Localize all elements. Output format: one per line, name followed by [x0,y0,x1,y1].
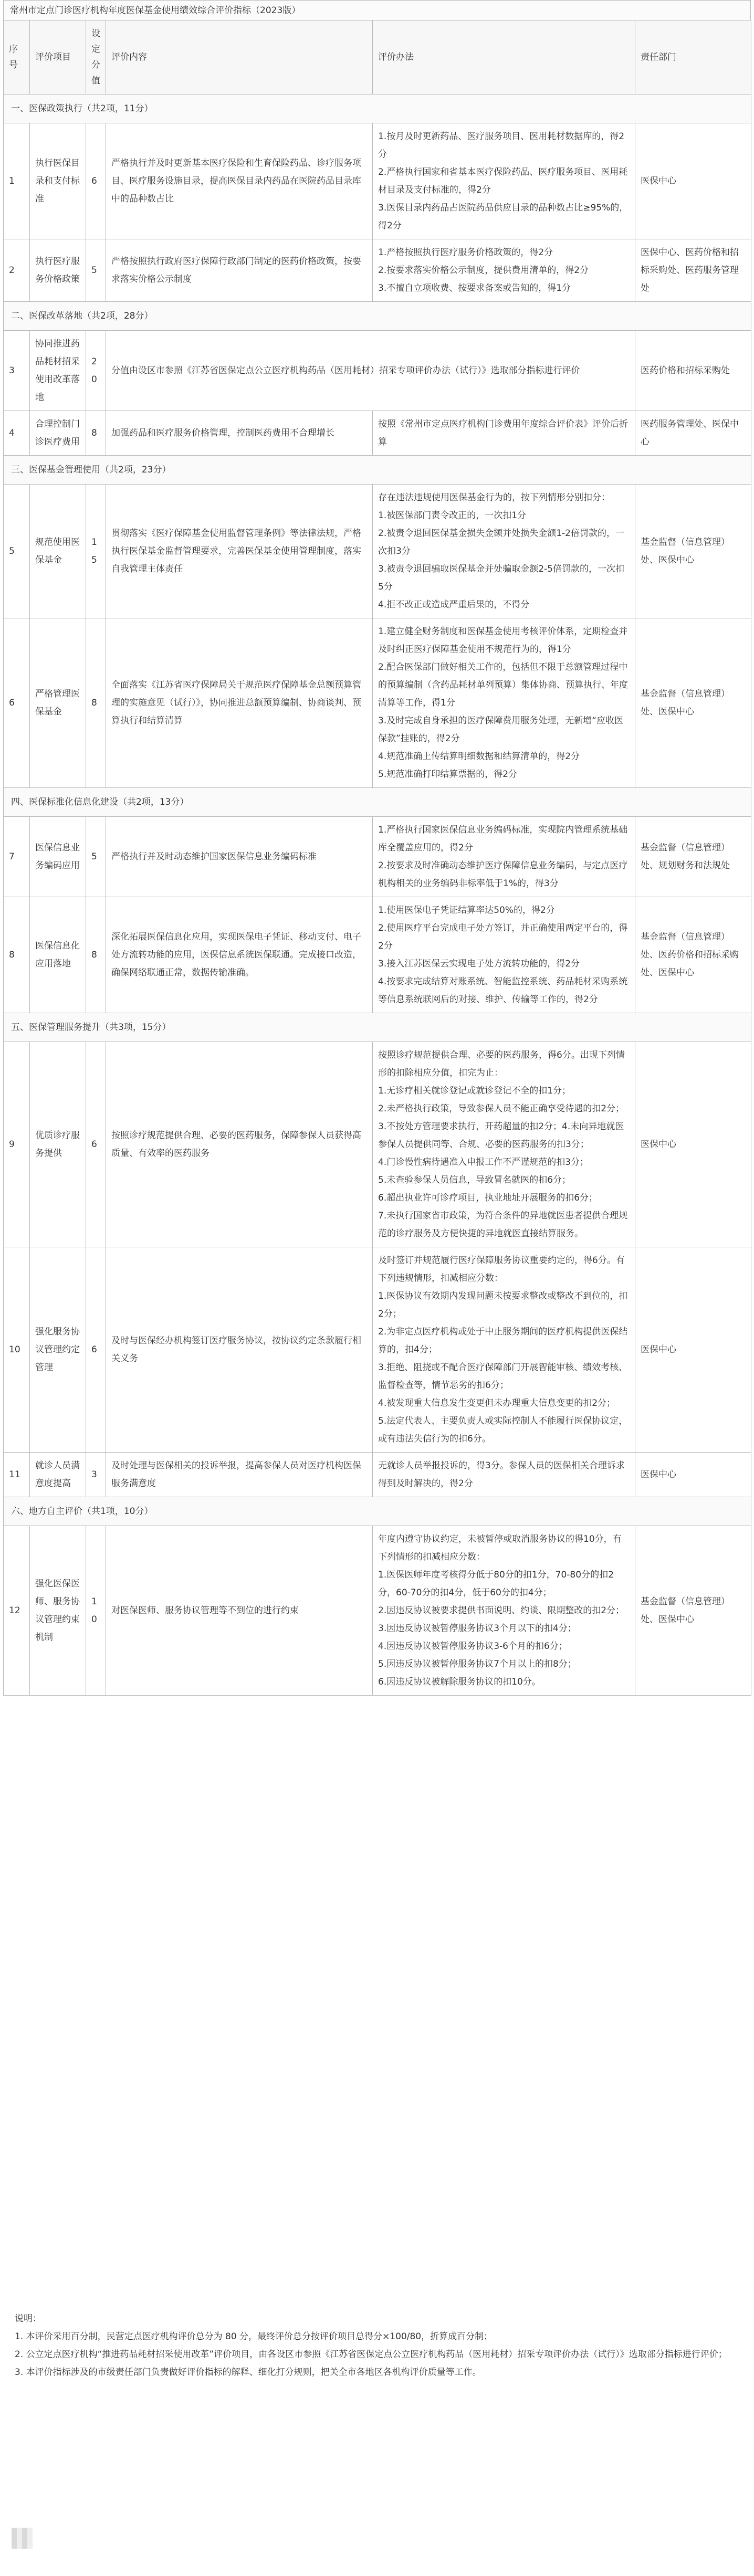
method-line: 2.因违反协议被要求提供书面说明、约谈、限期整改的扣2分； [378,1605,625,1616]
row-item: 医保信息业务编码应用 [30,817,86,897]
row-content: 贯彻落实《医疗保障基金使用监督管理条例》等法律法规，严格执行医保基金监督管理要求，完善医保基金使用管理制度，落实自我管理主体责任 [106,485,373,618]
method-line: 4.被发现重大信息发生变更但未办理重大信息变更的扣2分； [378,1398,616,1408]
row-number: 9 [4,1042,30,1247]
section-row [4,302,751,331]
row-method [373,1042,635,1247]
row-item: 严格管理医保基金 [30,618,86,788]
table-row [4,1453,751,1497]
section-row [4,94,751,123]
method-line: 1.严格执行国家医保信息业务编码标准，实现院内管理系统基础库全覆盖应用的，得2分 [378,825,628,853]
row-dept: 基金监督（信息管理）处、医保中心 [635,485,751,618]
table-row [4,331,751,411]
method-line: 3.被责令退回骗取医保基金并处骗取金额2-5倍罚款的，一次扣5分 [378,564,624,592]
method-line: 5.未查验参保人员信息，导致冒名就医的扣6分； [378,1175,571,1185]
table-row [4,411,751,456]
section-heading: 二、医保改革落地（共2项，28分） [4,302,751,331]
row-item: 优质诊疗服务提供 [30,1042,86,1247]
row-number: 7 [4,817,30,897]
method-line: 1.按月及时更新药品、医疗服务项目、医用耗材数据库的，得2分 [378,131,625,160]
row-dept: 医药价格和招标采购处 [635,331,751,411]
method-line: 2.被责令退回医保基金损失金额并处损失金额1-2倍罚款的，一次扣3分 [378,528,624,556]
row-number: 11 [4,1453,30,1497]
row-score: 6 [86,1042,106,1247]
row-content: 按照诊疗规范提供合理、必要的医药服务，保障参保人员获得高质量、有效率的医药服务 [106,1042,373,1247]
row-number: 4 [4,411,30,456]
row-method [373,817,635,897]
table-row [4,1042,751,1247]
header-dept: 责任部门 [635,20,751,94]
method-line: 4.拒不改正或造成严重后果的，不得分 [378,600,530,610]
row-item: 执行医疗服务价格政策 [30,239,86,302]
row-method [373,485,635,618]
row-score: 20 [86,331,106,411]
row-score: 8 [86,411,106,456]
row-score: 6 [86,123,106,239]
row-score: 8 [86,897,106,1013]
row-number: 12 [4,1526,30,1696]
section-row [4,1497,751,1526]
row-dept: 医保中心 [635,1247,751,1453]
method-line: 4.按要求完成结算对账系统、智能监控系统、药品耗材采购系统等信息系统联网后的对接、维护、传输等工作的，得2分 [378,976,628,1005]
method-line: 按照诊疗规范提供合理、必要的医药服务，得6分。出现下列情形的扣除相应分值，扣完为止： [378,1050,625,1078]
method-line: 1.医保协议有效期内发现问题未按要求整改或整改不到位的，扣2分； [378,1291,628,1319]
table-row [4,1526,751,1696]
row-content: 分值由设区市参照《江苏省医保定点公立医疗机构药品（医用耗材）招采专项评价办法（试行）》选取部分指标进行评价 [106,331,635,411]
method-line: 3.因违反协议被暂停服务协议3个月以下的扣4分； [378,1623,577,1634]
row-number: 2 [4,239,30,302]
method-line: 1.无诊疗相关就诊登记或就诊登记不全的扣1分； [378,1086,571,1096]
row-dept: 基金监督（信息管理）处、医药价格和招标采购处、医保中心 [635,897,751,1013]
method-line: 2.配合医保部门做好相关工作的，包括但不限于总额管理过程中的预算编制（含药品耗材单列预算）集体协商、预算执行、年度清算等工作，得1分 [378,662,628,708]
header-score: 设定分值 [86,20,106,94]
method-line: 年度内遵守协议约定，未被暂停或取消服务协议的得10分，有下列情形的扣减相应分数： [378,1534,622,1562]
row-dept: 基金监督（信息管理）处、规划财务和法规处 [635,817,751,897]
row-item: 强化医保医师、服务协议管理约束机制 [30,1526,86,1696]
row-number: 10 [4,1247,30,1453]
row-content: 严格按照执行政府医疗保障行政部门制定的医药价格政策，按要求落实价格公示制度 [106,239,373,302]
row-dept: 基金监督（信息管理）处、医保中心 [635,1526,751,1696]
row-score: 10 [86,1526,106,1696]
row-number: 6 [4,618,30,788]
row-item: 强化服务协议管理约定管理 [30,1247,86,1453]
row-content: 严格执行并及时动态维护国家医保信息业务编码标准 [106,817,373,897]
row-item: 规范使用医保基金 [30,485,86,618]
row-item: 执行医保目录和支付标准 [30,123,86,239]
evaluation-document [3,0,751,1696]
method-line: 1.严格按照执行医疗服务价格政策的，得2分 [378,247,553,258]
method-line: 2.按要求及时准确动态维护医疗保障信息业务编码，与定点医疗机构相关的业务编码非标率低于1%的，得3分 [378,860,628,889]
row-method [373,1453,635,1497]
section-heading: 六、地方自主评价（共1项，10分） [4,1497,751,1526]
table-row [4,618,751,788]
table-row [4,817,751,897]
section-heading: 一、医保政策执行（共2项，11分） [4,94,751,123]
row-score: 15 [86,485,106,618]
row-score: 8 [86,618,106,788]
method-line: 6.超出执业许可诊疗项目，执业地址开展服务的扣6分； [378,1193,598,1203]
row-item: 医保信息化应用落地 [30,897,86,1013]
method-line: 4.规范准确上传结算明细数据和结算清单的，得2分 [378,751,580,762]
row-score: 3 [86,1453,106,1497]
row-item: 就诊人员满意度提高 [30,1453,86,1497]
table-row [4,897,751,1013]
method-line: 1.医保医师年度考核得分低于80分的扣1分，70-80分的扣2分，60-70分的扣4分，低于60分的扣4分； [378,1570,614,1598]
row-method [373,411,635,456]
row-number: 8 [4,897,30,1013]
table-row [4,485,751,618]
row-method [373,618,635,788]
row-dept: 基金监督（信息管理）处、医保中心 [635,618,751,788]
row-score: 6 [86,1247,106,1453]
section-heading: 三、医保基金管理使用（共2项，23分） [4,456,751,485]
row-method [373,897,635,1013]
notes-section [3,2310,751,2381]
evaluation-table [3,20,751,1696]
row-score: 5 [86,239,106,302]
table-row [4,1247,751,1453]
row-content: 对医保医师、服务协议管理等不到位的进行约束 [106,1526,373,1696]
notes-heading: 说明： [15,2314,41,2324]
row-number: 3 [4,331,30,411]
method-line: 2.未严格执行政策，导致参保人员不能正确享受待遇的扣2分； [378,1103,625,1114]
note-item-2: 2. 公立定点医疗机构“推进药品耗材招采使用改革”评价项目，由各设区市参照《江苏省医保定点公立医疗机构药品（医用耗材）招采专项评价办法（试行）》选取部分指标进行评价； [15,2349,727,2360]
method-line: 1.被医保部门责令改正的，一次扣1分 [378,510,527,521]
table-row [4,123,751,239]
section-row [4,1013,751,1042]
row-dept: 医保中心、医药价格和招标采购处、医药服务管理处 [635,239,751,302]
row-dept: 医保中心 [635,1453,751,1497]
method-line: 5.规范准确打印结算票据的，得2分 [378,769,518,780]
method-line: 存在违法违规使用医保基金行为的，按下列情形分别扣分： [378,492,610,503]
section-heading: 五、医保管理服务提升（共3项，15分） [4,1013,751,1042]
method-line: 3.接入江苏医保云实现电子处方流转功能的，得2分 [378,959,580,969]
method-line: 无就诊人员举报投诉的，得3分。参保人员的医保相关合理诉求得到及时解决的，得2分 [378,1460,625,1489]
method-line: 3.不按处方管理要求执行，开药超量的扣2分；4.未向异地就医参保人员提供同等、合规、必要的医药服务的扣3分； [378,1121,624,1150]
row-item: 协同推进药品耗材招采使用改革落地 [30,331,86,411]
row-content: 严格执行并及时更新基本医疗保险和生育保险药品、诊疗服务项目、医疗服务设施目录，提高医保目录内药品在医院药品目录库中的品种数占比 [106,123,373,239]
row-item: 合理控制门诊医疗费用 [30,411,86,456]
method-line: 4.因违反协议被暂停服务协议3-6个月的扣6分； [378,1641,568,1652]
method-line: 1.使用医保电子凭证结算率达50%的，得2分 [378,905,555,916]
table-body [4,94,751,1696]
method-line: 2.使用医疗平台完成电子处方签订，并正确使用两定平台的，得2分 [378,923,628,951]
row-dept: 医药服务管理处、医保中心 [635,411,751,456]
row-content: 加强药品和医疗服务价格管理，控制医药费用不合理增长 [106,411,373,456]
method-line: 及时签订并规范履行医疗保障服务协议重要约定的，得6分。有下列违规情形，扣减相应分数： [378,1255,625,1284]
method-line: 按照《常州市定点医疗机构门诊费用年度综合评价表》评价后折算 [378,419,628,447]
row-method [373,1247,635,1453]
method-line: 1.建立健全财务制度和医保基金使用考核评价体系，定期检查并及时纠正医疗保障基金使用不规范行为的，得1分 [378,626,628,655]
row-score: 5 [86,817,106,897]
header-no: 序号 [4,20,30,94]
row-number: 5 [4,485,30,618]
header-content: 评价内容 [106,20,373,94]
row-method [373,123,635,239]
section-heading: 四、医保标准化信息化建设（共2项，13分） [4,788,751,817]
row-number: 1 [4,123,30,239]
method-line: 3.医保目录内药品占医院药品供应目录的品种数占比≥95%的，得2分 [378,203,629,231]
row-dept: 医保中心 [635,1042,751,1247]
row-method [373,1526,635,1696]
method-line: 7.未执行国家省市政策，为符合条件的异地就医患者提供合理规范的诊疗服务及方便快捷的异地就医直接结算服务。 [378,1211,628,1239]
row-dept: 医保中心 [635,123,751,239]
method-line: 5.因违反协议被暂停服务协议7个月以上的扣8分； [378,1659,577,1669]
method-line: 3.及时完成自身承担的医疗保障费用服务处理，无新增“应收医保款”挂账的，得2分 [378,716,624,744]
section-row [4,788,751,817]
method-line: 4.门诊慢性病待遇准入申报工作不严谨规范的扣3分； [378,1157,589,1168]
blurred-image-placeholder [12,2528,33,2549]
method-line: 5.法定代表人、主要负责人或实际控制人不能履行医保协议定，或有违法失信行为的扣6分。 [378,1416,628,1444]
method-line: 2.按要求落实价格公示制度，提供费用清单的，得2分 [378,265,589,276]
header-item: 评价项目 [30,20,86,94]
note-item-3: 3. 本评价指标涉及的市级责任部门负责做好评价指标的解释、细化打分规则，把关全市各地区各机构评价质量等工作。 [15,2367,481,2378]
row-method [373,239,635,302]
method-line: 3.不擅自立项收费、按要求备案或告知的，得1分 [378,283,571,293]
table-row [4,239,751,302]
method-line: 3.拒绝、阻挠或不配合医疗保障部门开展智能审核、绩效考核、监督检查等，情节恶劣的扣6分； [378,1362,628,1391]
method-line: 2.为非定点医疗机构或处于中止服务期间的医疗机构提供医保结算的，扣4分； [378,1327,628,1355]
table-header-row [4,20,751,94]
method-line: 2.严格执行国家和省基本医疗保险药品、医疗服务项目、医用耗材目录及支付标准的，得2分 [378,167,628,195]
row-content: 全面落实《江苏省医疗保障局关于规范医疗保障基金总额预算管理的实施意见（试行）》，协同推进总额预算编制、协商谈判、预算执行和结算清算 [106,618,373,788]
row-content: 及时与医保经办机构签订医疗服务协议，按协议约定条款履行相关义务 [106,1247,373,1453]
document-title: 常州市定点门诊医疗机构年度医保基金使用绩效综合评价指标（2023版） [3,0,751,20]
header-method: 评价办法 [373,20,635,94]
note-item-1: 1. 本评价采用百分制，民营定点医疗机构评价总分为 80 分，最终评价总分按评价项目总得分×100/80，折算成百分制； [15,2331,493,2342]
method-line: 6.因违反协议被解除服务协议的扣10分。 [378,1677,541,1687]
section-row [4,456,751,485]
row-content: 深化拓展医保信息化应用，实现医保电子凭证、移动支付、电子处方流转功能的应用，医保信息系统医保联通。完成接口改造，确保网络联通正常，数据传输准确。 [106,897,373,1013]
row-content: 及时处理与医保相关的投诉举报，提高参保人员对医疗机构医保服务满意度 [106,1453,373,1497]
